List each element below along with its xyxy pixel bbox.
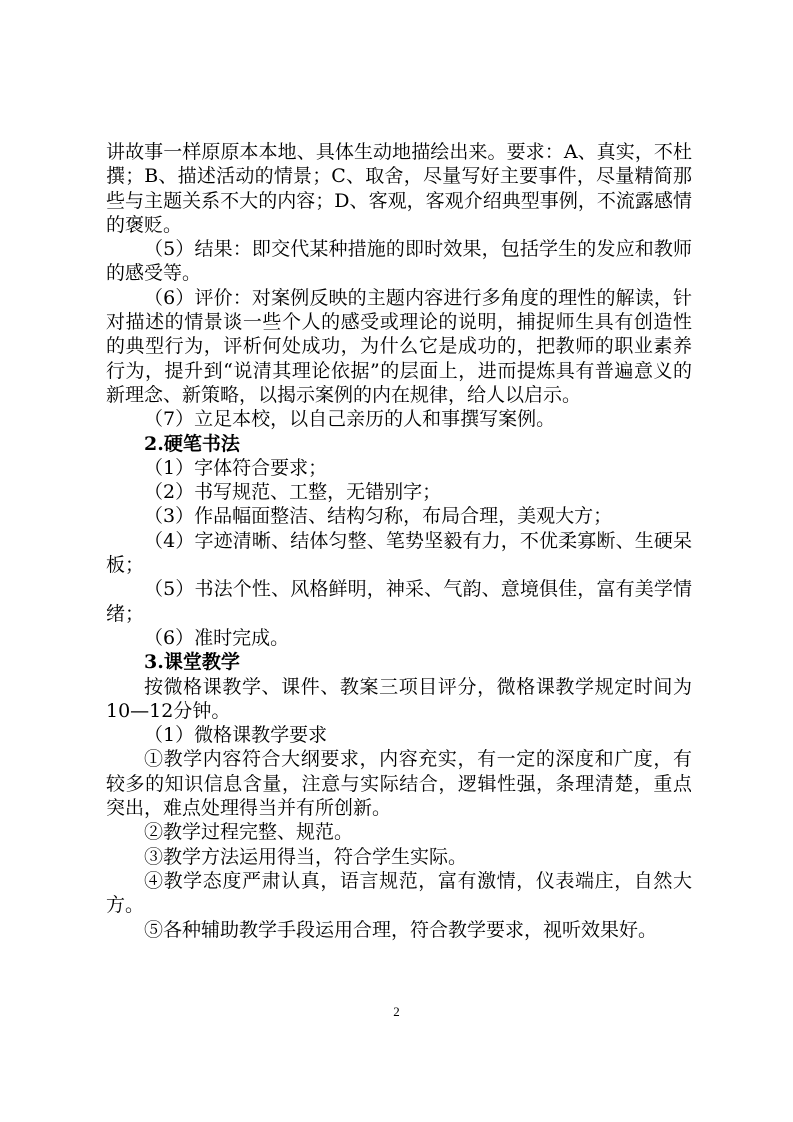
calligraphy-item-4: （4）字迹清晰、结体匀整、笔势坚毅有力，不优柔寡断、生硬呆板； <box>106 529 692 577</box>
section-heading-calligraphy: 2.硬笔书法 <box>144 432 240 455</box>
calligraphy-item-2: （2）书写规范、工整，无错别字； <box>144 481 442 504</box>
paragraph-evaluation: （6）评价：对案例反映的主题内容进行多角度的理性的解读，针对描述的情景谈一些个人的感受或理论的说明，捕捉师生具有创造性的典型行为，评析何处成功，为什么它是成功的，把教师的职业素养行为，提升到“说清其理论依据”的层面上，进而提炼具有普遍意义的新理念、新策略，以揭示案例的内在规律，给人以启示。 <box>106 286 692 406</box>
calligraphy-item-1: （1）字体符合要求； <box>144 456 328 479</box>
page-number: 2 <box>393 1004 400 1019</box>
requirement-item-1: ①教学内容符合大纲要求，内容充实，有一定的深度和广度，有较多的知识信息含量，注意与实际结合，逻辑性强，条理清楚，重点突出，难点处理得当并有所创新。 <box>106 748 692 820</box>
paragraph-scoring-rules: 按微格课教学、课件、教案三项目评分，微格课教学规定时间为10—12分钟。 <box>106 675 692 722</box>
requirement-item-2: ②教学过程完整、规范。 <box>144 821 354 844</box>
document-body <box>106 140 692 942</box>
calligraphy-item-5: （5）书法个性、风格鲜明，神采、气韵、意境俱佳，富有美学情绪； <box>106 578 692 625</box>
section-heading-classroom-teaching: 3.课堂教学 <box>144 651 240 674</box>
paragraph-own-school: （7）立足本校，以自己亲历的人和事撰写案例。 <box>144 408 556 431</box>
calligraphy-item-6: （6）准时完成。 <box>144 626 290 649</box>
subheading-microteaching-requirements: （1）微格课教学要求 <box>144 724 328 747</box>
requirement-item-5: ⑤各种辅助教学手段运用合理，符合教学要求，视听效果好。 <box>144 918 658 941</box>
calligraphy-item-3: （3）作品幅面整洁、结构匀称，布局合理，美观大方； <box>144 505 613 528</box>
paragraph-case-description-continued: 讲故事一样原原本本地、具体生动地描绘出来。要求：A、真实，不杜撰；B、描述活动的情景；C、取舍，尽量写好主要事件，尽量精简那些与主题关系不大的内容；D、客观，客观介绍典型事例，不流露感情的褒贬。 <box>106 141 692 236</box>
requirement-item-4: ④教学态度严肃认真，语言规范，富有激情，仪表端庄，自然大方。 <box>106 869 692 917</box>
requirement-item-3: ③教学方法运用得当，符合学生实际。 <box>144 845 468 868</box>
paragraph-result: （5）结果：即交代某种措施的即时效果，包括学生的发应和教师的感受等。 <box>106 238 692 285</box>
